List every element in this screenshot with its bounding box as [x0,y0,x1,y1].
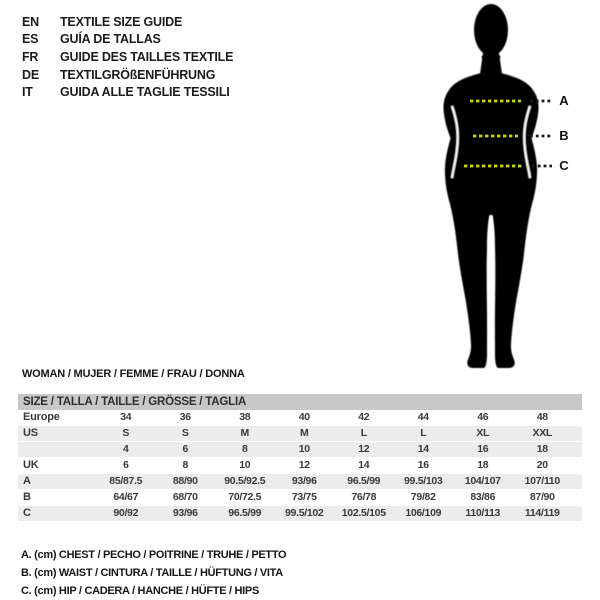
size-value-cell: 68/70 [172,491,198,503]
size-value-cell: 76/78 [351,491,377,503]
size-row-us [18,426,582,442]
size-value-cell: 48 [536,411,548,423]
language-guide-title: TEXTILGRÖßENFÜHRUNG [60,67,216,82]
size-table [18,394,582,522]
language-code: DE [22,67,39,82]
size-value-cell: 83/86 [470,491,496,503]
size-row-uk [18,458,582,474]
size-value-cell: 12 [358,443,370,455]
marker-label-b: B [559,128,569,143]
size-row-c [18,506,582,522]
size-value-cell: 107/110 [524,475,560,487]
size-value-cell: 38 [239,411,251,423]
size-value-cell: 8 [182,459,189,471]
size-value-cell: 44 [417,411,429,423]
size-table-header: SIZE / TALLA / TAILLE / GRÖSSE / TAGLIA [18,394,582,410]
size-value-cell: 90/92 [113,507,139,519]
size-value-cell: 8 [241,443,248,455]
size-row-label: A [23,475,31,487]
language-code: EN [22,14,39,29]
language-code: IT [22,85,33,100]
size-value-cell: M [240,427,249,439]
size-value-cell: 64/67 [113,491,139,503]
language-row-en [22,13,233,31]
size-value-cell: 6 [182,443,189,455]
size-row-label: UK [23,459,39,471]
size-value-cell: 104/107 [464,475,501,487]
size-value-cell: 18 [477,459,489,471]
size-value-cell: 34 [120,411,132,423]
size-row-label: B [23,491,31,503]
size-row-b [18,490,582,506]
size-value-cell: XXL [532,427,553,439]
size-value-cell: 6 [122,459,129,471]
size-value-cell: 99.5/103 [404,475,443,487]
size-value-cell: 14 [417,443,429,455]
language-title-list [22,13,233,101]
silhouette-group [443,4,538,368]
size-value-cell: 102.5/105 [341,507,386,519]
size-value-cell: 4 [122,443,129,455]
size-value-cell: XL [476,427,490,439]
size-value-cell: 90.5/92.5 [224,475,266,487]
size-value-cell: 10 [298,443,310,455]
size-value-cell: 18 [536,443,548,455]
size-value-cell: 46 [477,411,489,423]
leg-gap-line [489,217,491,366]
size-row-label [18,442,96,457]
size-value-cell: 93/96 [172,507,198,519]
size-value-cell: 106/109 [405,507,442,519]
marker-label-a: A [559,93,569,108]
language-code: FR [22,49,39,64]
size-row-label: C [23,507,31,519]
size-value-cell: L [420,427,427,439]
size-value-cell: 85/87.5 [109,475,143,487]
size-value-cell: 16 [417,459,429,471]
gender-section-title: WOMAN / MUJER / FEMME / FRAU / DONNA [22,368,245,380]
size-value-cell: S [181,427,189,439]
language-code: ES [22,32,39,47]
size-value-cell: 96.5/99 [228,507,262,519]
language-guide-title: GUÍA DE TALLAS [60,32,161,47]
legend-line-b: B. (cm) WAIST / CINTURA / TAILLE / HÜFTUNG / VITA [21,567,283,579]
size-value-cell: 12 [298,459,310,471]
size-value-cell: 93/96 [291,475,317,487]
language-guide-title: TEXTILE SIZE GUIDE [60,14,183,29]
size-value-cell: 114/119 [524,507,560,519]
size-value-cell: 79/82 [410,491,436,503]
size-row-us-numeric [18,442,582,458]
size-value-cell: 20 [536,459,548,471]
size-value-cell: 36 [179,411,191,423]
size-value-cell: 99.5/102 [285,507,324,519]
woman-silhouette-figure [400,0,600,380]
size-value-cell: 88/90 [172,475,198,487]
size-value-cell: 87/90 [529,491,555,503]
language-guide-title: GUIDE DES TAILLES TEXTILE [60,49,234,64]
size-value-cell: 73/75 [291,491,317,503]
size-row-label: Europe [23,411,60,423]
language-row-de [22,66,233,84]
language-row-es [22,31,233,49]
measurement-legend [21,546,286,600]
legend-line-a: A. (cm) CHEST / PECHO / POITRINE / TRUHE / PETTO [21,549,287,561]
size-value-cell: S [122,427,130,439]
size-row-europe [18,410,582,426]
language-guide-title: GUIDA ALLE TAGLIE TESSILI [60,85,230,100]
size-row-a [18,474,582,490]
size-value-cell: 40 [298,411,310,423]
size-value-cell: 42 [358,411,370,423]
size-value-cell: 110/113 [465,507,501,519]
size-value-cell: 96.5/99 [347,475,381,487]
size-value-cell: 70/72.5 [228,491,262,503]
size-value-cell: L [360,427,367,439]
legend-line-c: C. (cm) HIP / CADERA / HANCHE / HÜFTE / HIPS [21,585,259,597]
language-row-fr [22,48,233,66]
size-value-cell: 16 [477,443,489,455]
size-row-label: US [23,427,38,439]
woman-silhouette-svg [400,0,600,380]
language-row-it [22,83,233,101]
size-value-cell: 14 [358,459,370,471]
size-value-cell: M [300,427,309,439]
marker-label-c: C [559,158,569,173]
size-value-cell: 10 [239,459,251,471]
size-table-body [18,410,582,522]
